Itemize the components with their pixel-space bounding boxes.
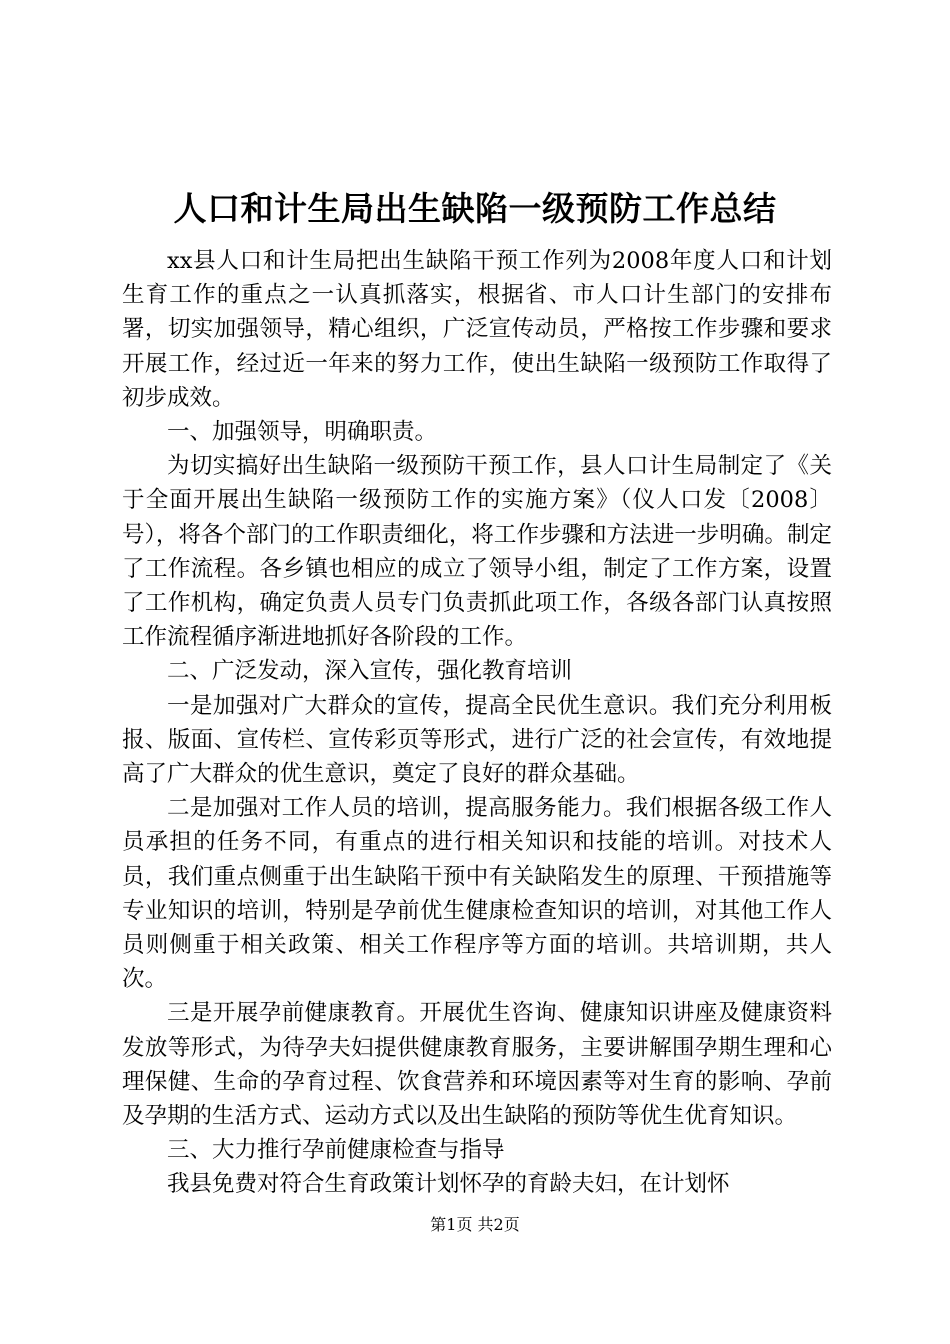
section-heading-1: 一、加强领导，明确职责。 <box>167 419 438 446</box>
section-heading-2: 二、广泛发动，深入宣传，强化教育培训 <box>167 658 573 685</box>
paragraph-publicity: 一是加强对广大群众的宣传，提高全民优生意识。我们充分利用板报、版面、宣传栏、宣传彩页等形式，进行广泛的社会宣传，有效地提高了广大群众的优生意识，奠定了良好的群众基础。 <box>122 692 832 788</box>
page-number-footer: 第1页 共2页 <box>430 1215 520 1234</box>
paragraph-training: 二是加强对工作人员的培训，提高服务能力。我们根据各级工作人员承担的任务不同，有重点的进行相关知识和技能的培训。对技术人员，我们重点侧重于出生缺陷干预中有关缺陷发生的原理、干预措施等专业知识的培训，特别是孕前优生健康检查知识的培训，对其他工作人员则侧重于相关政策、相关工作程序等方面的培训。共培训期，共人次。 <box>122 795 832 993</box>
paragraph-intro: xx县人口和计生局把出生缺陷干预工作列为2008年度人口和计划生育工作的重点之一认真抓落实，根据省、市人口计生部门的安排布署，切实加强领导，精心组织，广泛宣传动员，严格按工作步骤和要求开展工作，经过近一年来的努力工作，使出生缺陷一级预防工作取得了初步成效。 <box>122 248 832 411</box>
document-title: 人口和计生局出生缺陷一级预防工作总结 <box>173 189 777 228</box>
document-body <box>122 244 832 1202</box>
paragraph-health-education: 三是开展孕前健康教育。开展优生咨询、健康知识讲座及健康资料发放等形式，为待孕夫妇提供健康教育服务，主要讲解围孕期生理和心理保健、生命的孕育过程、饮食营养和环境因素等对生育的影响、孕前及孕期的生活方式、运动方式以及出生缺陷的预防等优生优育知识。 <box>122 1000 832 1130</box>
paragraph-section-1: 为切实搞好出生缺陷一级预防干预工作，县人口计生局制定了《关于全面开展出生缺陷一级预防工作的实施方案》（仪人口发〔2008〕号），将各个部门的工作职责细化，将工作步骤和方法进一步明确。制定了工作流程。各乡镇也相应的成立了领导小组，制定了工作方案，设置了工作机构，确定负责人员专门负责抓此项工作，各级各部门认真按照工作流程循序渐进地抓好各阶段的工作。 <box>122 453 832 651</box>
section-heading-3: 三、大力推行孕前健康检查与指导 <box>167 1137 505 1164</box>
paragraph-section-3: 我县免费对符合生育政策计划怀孕的育龄夫妇，在计划怀 <box>167 1171 730 1198</box>
